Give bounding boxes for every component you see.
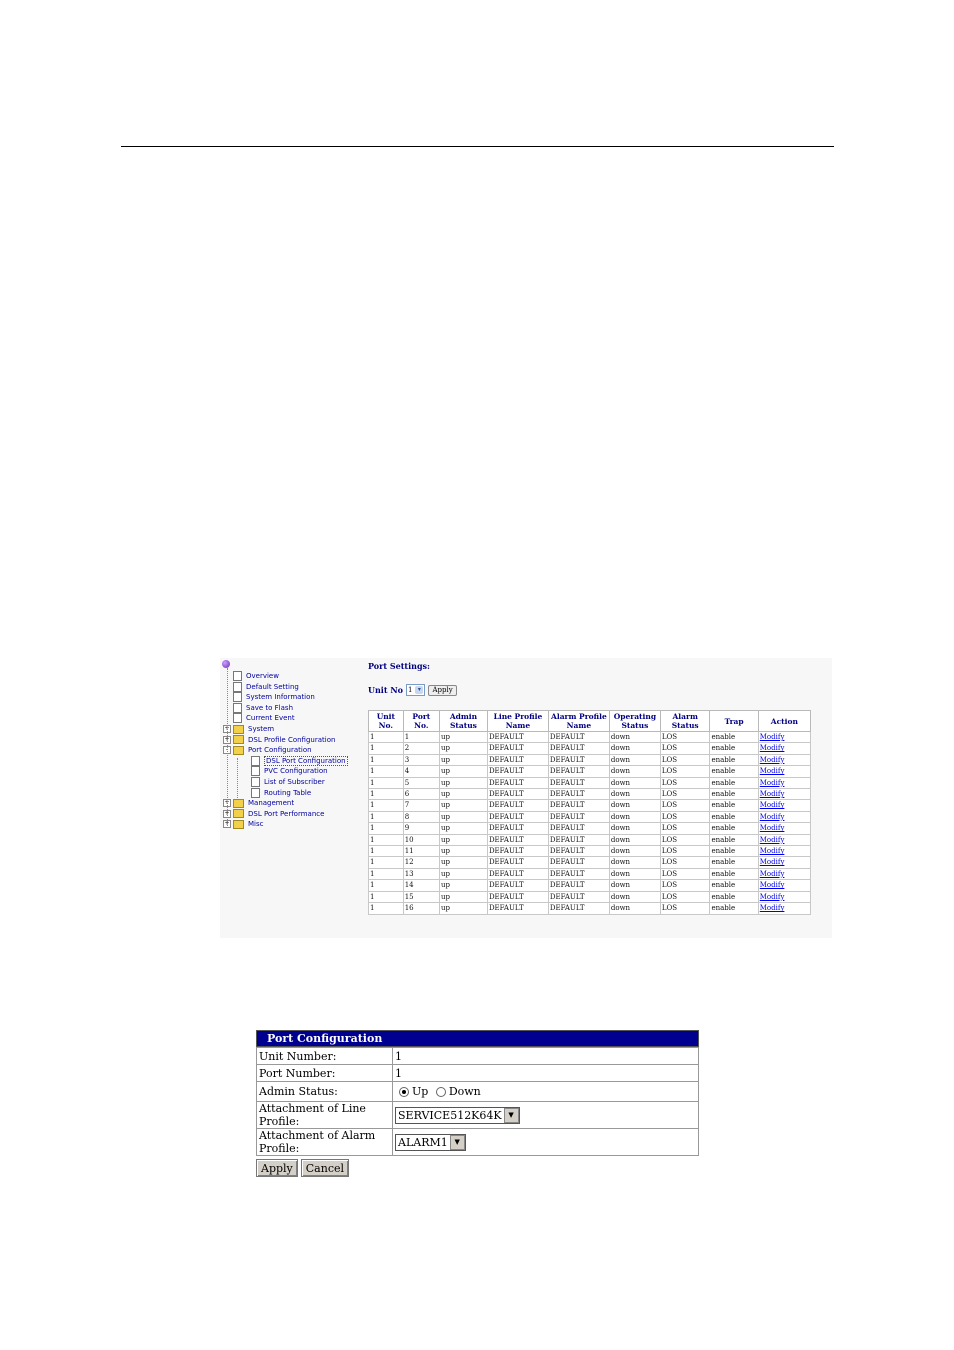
- tree-item[interactable]: [223, 724, 274, 734]
- collapse-icon[interactable]: -: [223, 746, 231, 754]
- document-icon: [251, 777, 260, 787]
- table-cell: DEFAULT: [548, 880, 609, 891]
- column-header: Admin Status: [440, 711, 488, 732]
- folder-icon: [233, 799, 244, 808]
- modify-link[interactable]: Modify: [759, 755, 785, 764]
- tree-item-label: PVC Configuration: [264, 767, 328, 776]
- tree-item-label: DSL Port Configuration: [266, 756, 346, 765]
- port-configuration-table: [256, 1047, 699, 1156]
- table-row: [369, 823, 811, 834]
- unit-no-value: 1: [407, 686, 413, 694]
- table-cell: enable: [710, 834, 758, 845]
- table-cell: DEFAULT: [548, 857, 609, 868]
- tree-item-label: Routing Table: [264, 788, 312, 797]
- table-cell: 14: [403, 880, 439, 891]
- tree-item-label: Save to Flash: [246, 703, 294, 712]
- table-cell: 4: [403, 766, 439, 777]
- tree-item-label: DSL Profile Configuration: [248, 735, 336, 744]
- table-cell: LOS: [660, 800, 710, 811]
- table-cell: LOS: [660, 777, 710, 788]
- table-cell: DEFAULT: [548, 868, 609, 879]
- modify-link[interactable]: Modify: [759, 904, 785, 913]
- chevron-down-icon: ▾: [415, 686, 423, 694]
- table-cell: DEFAULT: [548, 846, 609, 857]
- action-cell: [758, 846, 810, 857]
- table-cell: up: [440, 754, 488, 765]
- table-cell: DEFAULT: [487, 800, 548, 811]
- table-cell: down: [609, 811, 660, 822]
- alarm-profile-select[interactable]: [395, 1134, 466, 1151]
- tree-item[interactable]: [223, 671, 279, 681]
- table-cell: DEFAULT: [487, 857, 548, 868]
- expand-icon[interactable]: +: [224, 809, 230, 817]
- column-header: Trap: [710, 711, 758, 732]
- table-cell: DEFAULT: [548, 891, 609, 902]
- page-header-rule: [121, 146, 834, 147]
- document-icon: [251, 788, 260, 798]
- folder-icon: [233, 809, 244, 818]
- table-cell: DEFAULT: [487, 846, 548, 857]
- table-cell: down: [609, 880, 660, 891]
- table-cell: up: [440, 868, 488, 879]
- table-cell: up: [440, 743, 488, 754]
- table-row: [369, 732, 811, 743]
- action-cell: [758, 766, 810, 777]
- action-cell: [758, 903, 810, 914]
- table-cell: enable: [710, 846, 758, 857]
- table-cell: LOS: [660, 857, 710, 868]
- document-icon: [233, 713, 242, 723]
- action-cell: [758, 789, 810, 800]
- modify-link[interactable]: Modify: [759, 869, 785, 878]
- modify-link[interactable]: Modify: [759, 881, 785, 890]
- table-cell: LOS: [660, 743, 710, 754]
- tree-item[interactable]: [223, 798, 294, 808]
- table-row: [369, 880, 811, 891]
- admin-status-label: Admin Status:: [257, 1082, 393, 1102]
- root-gem-icon: [222, 660, 230, 668]
- unit-apply-button[interactable]: Apply: [428, 685, 456, 696]
- table-cell: down: [609, 766, 660, 777]
- tree-item-label: Misc: [248, 820, 264, 829]
- line-profile-cell: [393, 1102, 699, 1129]
- table-cell: up: [440, 880, 488, 891]
- table-cell: up: [440, 903, 488, 914]
- unit-no-select[interactable]: [406, 684, 425, 696]
- tree-item[interactable]: [223, 692, 315, 702]
- tree-item[interactable]: [223, 819, 263, 829]
- column-header: Alarm Profile Name: [548, 711, 609, 732]
- alarm-profile-cell: [393, 1129, 699, 1156]
- table-cell: down: [609, 823, 660, 834]
- table-cell: down: [609, 777, 660, 788]
- table-cell: 1: [369, 857, 404, 868]
- table-cell: enable: [710, 868, 758, 879]
- table-cell: up: [440, 800, 488, 811]
- modify-link[interactable]: Modify: [759, 835, 785, 844]
- table-cell: enable: [710, 891, 758, 902]
- alarm-profile-value: ALARM1: [398, 1135, 448, 1149]
- table-cell: 1: [369, 868, 404, 879]
- table-cell: enable: [710, 857, 758, 868]
- table-cell: 7: [403, 800, 439, 811]
- document-icon: [251, 756, 260, 766]
- table-cell: 1: [369, 789, 404, 800]
- tree-item-label: List of Subscriber: [264, 778, 325, 786]
- expand-icon[interactable]: +: [224, 735, 230, 743]
- table-cell: LOS: [660, 903, 710, 914]
- port-number-label: Port Number:: [257, 1065, 393, 1082]
- tree-item[interactable]: [241, 756, 348, 766]
- table-cell: DEFAULT: [548, 903, 609, 914]
- chevron-down-icon: ▼: [504, 1108, 519, 1123]
- column-header: Port No.: [403, 711, 439, 732]
- cancel-button[interactable]: Cancel: [301, 1159, 349, 1177]
- admin-status-options: [393, 1082, 699, 1102]
- admin-up-label: Up: [412, 1085, 429, 1098]
- tree-item[interactable]: [223, 809, 324, 819]
- admin-up-radio[interactable]: [399, 1087, 409, 1097]
- modify-link[interactable]: Modify: [759, 892, 785, 901]
- tree-item[interactable]: [223, 713, 295, 723]
- table-row: [369, 777, 811, 788]
- table-cell: 1: [369, 903, 404, 914]
- expand-icon[interactable]: +: [224, 799, 230, 807]
- action-cell: [758, 777, 810, 788]
- document-icon: [233, 682, 242, 692]
- modify-link[interactable]: Modify: [759, 847, 785, 856]
- modify-link[interactable]: Modify: [759, 812, 785, 821]
- unit-no-label: Unit No: [368, 685, 403, 695]
- port-configuration-title: Port Configuration: [256, 1030, 699, 1047]
- table-cell: LOS: [660, 891, 710, 902]
- column-header: Line Profile Name: [487, 711, 548, 732]
- folder-icon: [233, 820, 244, 829]
- tree-item[interactable]: [241, 777, 325, 787]
- tree-item-label: Overview: [246, 672, 279, 680]
- table-cell: LOS: [660, 754, 710, 765]
- table-cell: 1: [369, 743, 404, 754]
- folder-icon: [233, 725, 244, 734]
- table-cell: DEFAULT: [548, 766, 609, 777]
- table-cell: down: [609, 857, 660, 868]
- folder-icon: [233, 735, 244, 744]
- table-cell: 1: [403, 732, 439, 743]
- table-cell: 16: [403, 903, 439, 914]
- table-cell: down: [609, 800, 660, 811]
- table-cell: DEFAULT: [548, 811, 609, 822]
- table-cell: LOS: [660, 732, 710, 743]
- table-cell: 1: [369, 880, 404, 891]
- table-cell: 2: [403, 743, 439, 754]
- action-cell: [758, 868, 810, 879]
- table-cell: DEFAULT: [487, 880, 548, 891]
- table-row: [369, 754, 811, 765]
- alarm-profile-label: Attachment of Alarm Profile:: [257, 1129, 393, 1156]
- table-cell: up: [440, 789, 488, 800]
- table-cell: LOS: [660, 834, 710, 845]
- tree-item[interactable]: [223, 682, 299, 692]
- port-configuration-form: [256, 1030, 699, 1177]
- line-profile-value: SERVICE512K64K: [398, 1108, 502, 1122]
- table-cell: down: [609, 846, 660, 857]
- tree-connector-line: [237, 758, 238, 798]
- form-buttons: [256, 1159, 699, 1177]
- column-header: Unit No.: [369, 711, 404, 732]
- table-cell: 1: [369, 754, 404, 765]
- table-cell: LOS: [660, 846, 710, 857]
- table-cell: enable: [710, 766, 758, 777]
- folder-icon: [233, 746, 244, 755]
- table-row: [369, 846, 811, 857]
- modify-link[interactable]: Modify: [759, 733, 785, 741]
- table-cell: enable: [710, 777, 758, 788]
- tree-item[interactable]: [241, 788, 311, 798]
- table-row: [369, 834, 811, 845]
- table-cell: DEFAULT: [548, 743, 609, 754]
- table-cell: DEFAULT: [487, 754, 548, 765]
- table-cell: enable: [710, 732, 758, 743]
- modify-link[interactable]: Modify: [759, 801, 785, 810]
- table-cell: 5: [403, 777, 439, 788]
- table-cell: DEFAULT: [487, 903, 548, 914]
- table-cell: 1: [369, 777, 404, 788]
- table-cell: enable: [710, 880, 758, 891]
- table-cell: down: [609, 868, 660, 879]
- table-cell: 1: [369, 811, 404, 822]
- table-cell: 11: [403, 846, 439, 857]
- table-row: [369, 857, 811, 868]
- tree-item-label: Port Configuration: [248, 746, 312, 755]
- table-cell: up: [440, 823, 488, 834]
- table-cell: down: [609, 789, 660, 800]
- tree-item[interactable]: [223, 735, 335, 745]
- table-cell: down: [609, 754, 660, 765]
- table-cell: down: [609, 891, 660, 902]
- table-row: [369, 891, 811, 902]
- table-cell: 3: [403, 754, 439, 765]
- table-row: [369, 743, 811, 754]
- table-cell: DEFAULT: [487, 891, 548, 902]
- tree-item[interactable]: [241, 766, 328, 776]
- table-cell: enable: [710, 823, 758, 834]
- action-cell: [758, 823, 810, 834]
- table-cell: down: [609, 834, 660, 845]
- action-cell: [758, 732, 810, 743]
- table-cell: up: [440, 846, 488, 857]
- table-cell: up: [440, 891, 488, 902]
- tree-item-label: Default Setting: [246, 682, 299, 691]
- table-cell: 1: [369, 766, 404, 777]
- table-row: [369, 811, 811, 822]
- action-cell: [758, 891, 810, 902]
- table-cell: LOS: [660, 789, 710, 800]
- table-cell: up: [440, 777, 488, 788]
- column-header: Alarm Status: [660, 711, 710, 732]
- table-cell: LOS: [660, 823, 710, 834]
- table-cell: LOS: [660, 811, 710, 822]
- tree-connector-line: [227, 668, 228, 826]
- line-profile-select[interactable]: [395, 1107, 520, 1124]
- modify-link[interactable]: Modify: [759, 824, 785, 833]
- tree-item-label: DSL Port Performance: [248, 809, 325, 818]
- table-cell: DEFAULT: [548, 800, 609, 811]
- action-cell: [758, 880, 810, 891]
- table-cell: DEFAULT: [487, 868, 548, 879]
- tree-item[interactable]: [223, 703, 293, 713]
- table-cell: enable: [710, 903, 758, 914]
- tree-item-label: Management: [248, 799, 295, 808]
- table-cell: DEFAULT: [548, 834, 609, 845]
- table-cell: DEFAULT: [487, 834, 548, 845]
- table-cell: enable: [710, 743, 758, 754]
- port-settings-title: Port Settings:: [368, 661, 430, 671]
- line-profile-label: Attachment of Line Profile:: [257, 1102, 393, 1129]
- action-cell: [758, 811, 810, 822]
- table-cell: 1: [369, 834, 404, 845]
- table-cell: down: [609, 743, 660, 754]
- port-number-value: 1: [393, 1065, 699, 1082]
- action-cell: [758, 800, 810, 811]
- chevron-down-icon: ▼: [450, 1135, 465, 1150]
- table-cell: DEFAULT: [487, 811, 548, 822]
- table-cell: DEFAULT: [548, 777, 609, 788]
- unit-number-value: 1: [393, 1048, 699, 1065]
- table-cell: LOS: [660, 880, 710, 891]
- table-cell: 10: [403, 834, 439, 845]
- action-cell: [758, 857, 810, 868]
- modify-link[interactable]: Modify: [759, 778, 785, 787]
- modify-link[interactable]: Modify: [759, 858, 785, 867]
- document-icon: [233, 703, 242, 713]
- tree-item-label: System Information: [246, 693, 315, 702]
- table-cell: 1: [369, 800, 404, 811]
- table-cell: LOS: [660, 766, 710, 777]
- table-cell: DEFAULT: [487, 766, 548, 777]
- admin-down-radio[interactable]: [436, 1087, 446, 1097]
- table-cell: down: [609, 903, 660, 914]
- expand-icon[interactable]: +: [224, 820, 230, 828]
- table-cell: DEFAULT: [487, 732, 548, 743]
- modify-link[interactable]: Modify: [759, 790, 785, 799]
- table-cell: DEFAULT: [487, 789, 548, 800]
- table-cell: enable: [710, 811, 758, 822]
- table-row: [369, 789, 811, 800]
- action-cell: [758, 754, 810, 765]
- table-cell: DEFAULT: [487, 777, 548, 788]
- tree-item-label: System: [248, 725, 275, 733]
- table-cell: DEFAULT: [548, 823, 609, 834]
- table-cell: 13: [403, 868, 439, 879]
- port-settings-table: [368, 710, 811, 915]
- column-header: Operating Status: [609, 711, 660, 732]
- table-cell: 8: [403, 811, 439, 822]
- table-cell: DEFAULT: [487, 743, 548, 754]
- table-cell: DEFAULT: [487, 823, 548, 834]
- navigation-tree: [220, 658, 360, 938]
- column-header: Action: [758, 711, 810, 732]
- table-cell: up: [440, 766, 488, 777]
- action-cell: [758, 834, 810, 845]
- table-cell: 12: [403, 857, 439, 868]
- table-cell: 1: [369, 823, 404, 834]
- port-settings-screenshot: [220, 658, 832, 938]
- document-icon: [233, 671, 242, 681]
- admin-down-label: Down: [448, 1085, 481, 1098]
- table-cell: 1: [369, 732, 404, 743]
- unit-selector-row: [368, 684, 457, 696]
- table-cell: 6: [403, 789, 439, 800]
- table-cell: up: [440, 732, 488, 743]
- table-cell: DEFAULT: [548, 732, 609, 743]
- document-icon: [251, 766, 260, 776]
- table-cell: up: [440, 811, 488, 822]
- table-cell: DEFAULT: [548, 789, 609, 800]
- table-row: [369, 766, 811, 777]
- table-row: [369, 903, 811, 914]
- table-cell: up: [440, 857, 488, 868]
- table-cell: DEFAULT: [548, 754, 609, 765]
- modify-link[interactable]: Modify: [759, 744, 785, 753]
- table-cell: enable: [710, 800, 758, 811]
- table-cell: 1: [369, 846, 404, 857]
- table-row: [369, 800, 811, 811]
- expand-icon[interactable]: +: [224, 725, 230, 732]
- table-cell: LOS: [660, 868, 710, 879]
- table-cell: 15: [403, 891, 439, 902]
- action-cell: [758, 743, 810, 754]
- modify-link[interactable]: Modify: [759, 767, 785, 776]
- document-icon: [233, 692, 242, 702]
- table-row: [369, 868, 811, 879]
- tree-item[interactable]: [223, 745, 312, 755]
- table-cell: 1: [369, 891, 404, 902]
- table-cell: up: [440, 834, 488, 845]
- table-cell: enable: [710, 754, 758, 765]
- unit-number-label: Unit Number:: [257, 1048, 393, 1065]
- table-cell: enable: [710, 789, 758, 800]
- tree-item-label: Current Event: [246, 714, 295, 723]
- apply-button[interactable]: Apply: [256, 1159, 298, 1177]
- table-cell: down: [609, 732, 660, 743]
- table-cell: 9: [403, 823, 439, 834]
